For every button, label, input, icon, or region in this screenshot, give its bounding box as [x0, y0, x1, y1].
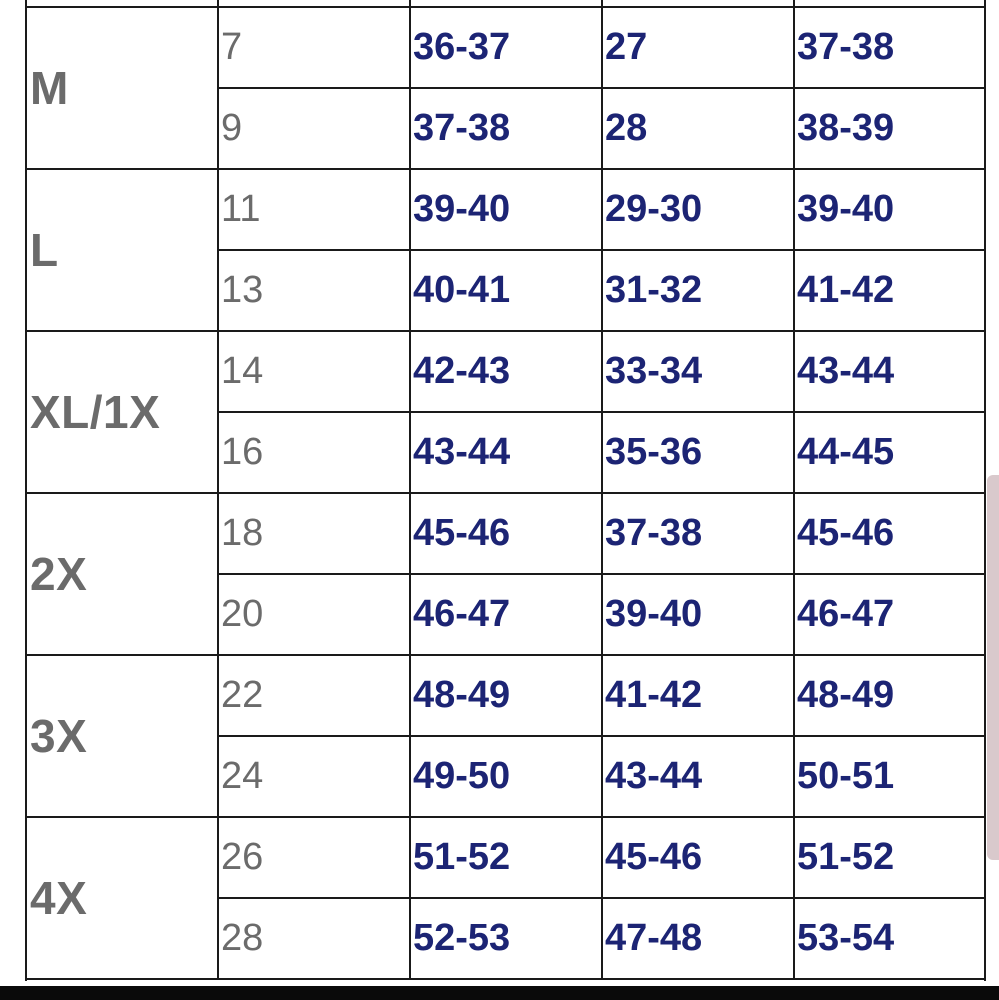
measurement-cell-3: 46-47: [797, 593, 895, 635]
measurement-cell-3: 44-45: [797, 431, 895, 473]
column-divider: [793, 0, 795, 8]
table-row: [219, 818, 984, 899]
measurement-cell-1: 52-53: [411, 899, 603, 978]
table-row: [219, 170, 984, 251]
measurement-cell-1: 37-38: [411, 89, 603, 168]
table-row: [219, 737, 984, 816]
measurement-cell-2: 43-44: [603, 737, 795, 816]
measurement-cell-3: 48-49: [797, 674, 895, 716]
measurement-cell-1: 46-47: [411, 575, 603, 654]
measurement-cell-3: 39-40: [797, 188, 895, 230]
measurement-cell-1: 49-50: [411, 737, 603, 816]
column-divider: [409, 0, 411, 8]
table-row: [219, 251, 984, 330]
measurement-cell-3: 50-51: [797, 755, 895, 797]
size-group-4x: [27, 818, 984, 980]
size-group-3x: [27, 656, 984, 818]
numeric-size-cell: 11: [219, 170, 411, 249]
table-row: [219, 575, 984, 654]
size-chart-table: [25, 0, 986, 981]
measurement-cell-2: 45-46: [603, 818, 795, 897]
scrollbar-thumb[interactable]: [987, 475, 999, 860]
measurement-cell-3: 53-54: [797, 917, 895, 959]
measurement-cell-3: 43-44: [797, 350, 895, 392]
table-row: [219, 413, 984, 492]
measurement-cell-2: 31-32: [603, 251, 795, 330]
size-group-l: [27, 170, 984, 332]
measurement-cell-1: 51-52: [411, 818, 603, 897]
measurement-cell-1: 45-46: [411, 494, 603, 573]
measurement-cell-3: 37-38: [797, 26, 895, 68]
measurement-cell-1: 39-40: [411, 170, 603, 249]
measurement-cell-1: 36-37: [411, 8, 603, 87]
numeric-size-cell: 26: [219, 818, 411, 897]
measurement-cell-3: 41-42: [797, 269, 895, 311]
measurement-cell-2: 35-36: [603, 413, 795, 492]
measurement-cell-1: 42-43: [411, 332, 603, 411]
size-label: M: [27, 8, 219, 168]
measurement-cell-3: 45-46: [797, 512, 895, 554]
size-label: L: [27, 170, 219, 330]
size-label: 3X: [27, 656, 219, 816]
table-row: [219, 332, 984, 413]
table-row: [219, 656, 984, 737]
size-group-m: [27, 8, 984, 170]
numeric-size-cell: 9: [219, 89, 411, 168]
size-label: 2X: [27, 494, 219, 654]
measurement-cell-2: 33-34: [603, 332, 795, 411]
size-group-2x: [27, 494, 984, 656]
table-row: [219, 899, 984, 978]
bottom-bar: [0, 986, 999, 1000]
measurement-cell-1: 43-44: [411, 413, 603, 492]
numeric-size-cell: 28: [219, 899, 411, 978]
numeric-size-cell: 18: [219, 494, 411, 573]
measurement-cell-1: 40-41: [411, 251, 603, 330]
numeric-size-cell: 24: [219, 737, 411, 816]
measurement-cell-2: 47-48: [603, 899, 795, 978]
measurement-cell-2: 29-30: [603, 170, 795, 249]
measurement-cell-3: 51-52: [797, 836, 895, 878]
table-row: [219, 89, 984, 168]
measurement-cell-2: 27: [603, 8, 795, 87]
measurement-cell-1: 48-49: [411, 656, 603, 735]
size-group-xl-1x: [27, 332, 984, 494]
numeric-size-cell: 20: [219, 575, 411, 654]
measurement-cell-3: 38-39: [797, 107, 895, 149]
numeric-size-cell: 16: [219, 413, 411, 492]
measurement-cell-2: 39-40: [603, 575, 795, 654]
numeric-size-cell: 14: [219, 332, 411, 411]
column-divider: [217, 0, 219, 8]
table-row: [219, 8, 984, 89]
column-divider: [601, 0, 603, 8]
size-label: XL/1X: [27, 332, 219, 492]
numeric-size-cell: 13: [219, 251, 411, 330]
numeric-size-cell: 22: [219, 656, 411, 735]
numeric-size-cell: 7: [219, 8, 411, 87]
measurement-cell-2: 41-42: [603, 656, 795, 735]
measurement-cell-2: 37-38: [603, 494, 795, 573]
measurement-cell-2: 28: [603, 89, 795, 168]
size-label: 4X: [27, 818, 219, 978]
table-row: [219, 494, 984, 575]
